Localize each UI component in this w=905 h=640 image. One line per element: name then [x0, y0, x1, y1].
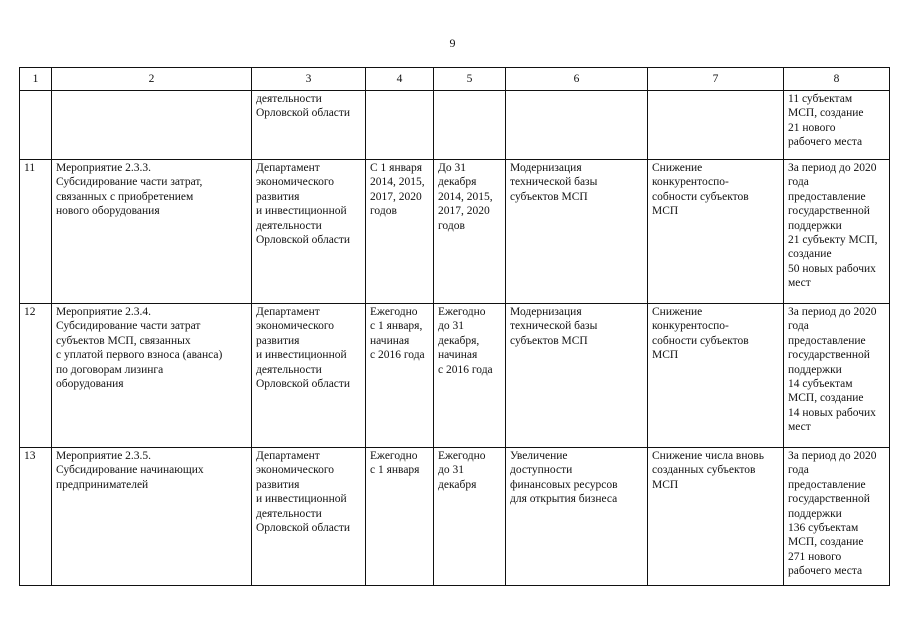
responsible-executor: Департамент экономического развития и инвестиционной деятельности Орловской области	[252, 304, 366, 448]
indicator: За период до 2020 года предоставление государственной поддержки 136 субъектам МСП, создание 271 нового рабочего места	[784, 448, 890, 586]
header-cell-2: 2	[52, 68, 252, 91]
start-date: Ежегодно с 1 января, начиная с 2016 года	[366, 304, 434, 448]
header-cell-7: 7	[648, 68, 784, 91]
end-date: Ежегодно до 31 декабря	[434, 448, 506, 586]
expected-result	[506, 91, 648, 160]
indicator: 11 субъектам МСП, создание 21 нового рабочего места	[784, 91, 890, 160]
responsible-executor: Департамент экономического развития и инвестиционной деятельности Орловской области	[252, 160, 366, 304]
end-date: До 31 декабря 2014, 2015, 2017, 2020 годов	[434, 160, 506, 304]
end-date	[434, 91, 506, 160]
consequences	[648, 91, 784, 160]
start-date: С 1 января 2014, 2015, 2017, 2020 годов	[366, 160, 434, 304]
measures-table	[19, 67, 890, 586]
table-row	[20, 304, 890, 448]
header-cell-4: 4	[366, 68, 434, 91]
header-cell-1: 1	[20, 68, 52, 91]
measure-name: Мероприятие 2.3.4. Субсидирование части затрат субъектов МСП, связанных с уплатой первого взноса (аванса) по договорам лизинга оборудования	[52, 304, 252, 448]
header-cell-5: 5	[434, 68, 506, 91]
indicator: За период до 2020 года предоставление государственной поддержки 21 субъекту МСП, создание 50 новых рабочих мест	[784, 160, 890, 304]
consequences: Снижение конкурентоспо- собности субъектов МСП	[648, 160, 784, 304]
table-row	[20, 160, 890, 304]
row-number: 11	[20, 160, 52, 304]
consequences: Снижение числа вновь созданных субъектов МСП	[648, 448, 784, 586]
table-row	[20, 448, 890, 586]
expected-result: Увеличение доступности финансовых ресурсов для открытия бизнеса	[506, 448, 648, 586]
start-date	[366, 91, 434, 160]
row-number: 12	[20, 304, 52, 448]
responsible-executor: Департамент экономического развития и инвестиционной деятельности Орловской области	[252, 448, 366, 586]
consequences: Снижение конкурентоспо- собности субъектов МСП	[648, 304, 784, 448]
table-row	[20, 91, 890, 160]
header-cell-3: 3	[252, 68, 366, 91]
row-number: 13	[20, 448, 52, 586]
header-row	[20, 68, 890, 91]
indicator: За период до 2020 года предоставление государственной поддержки 14 субъектам МСП, создание 14 новых рабочих мест	[784, 304, 890, 448]
responsible-executor: деятельности Орловской области	[252, 91, 366, 160]
row-number	[20, 91, 52, 160]
measure-name: Мероприятие 2.3.3. Субсидирование части затрат, связанных с приобретением нового оборудования	[52, 160, 252, 304]
header-cell-8: 8	[784, 68, 890, 91]
end-date: Ежегодно до 31 декабря, начиная с 2016 года	[434, 304, 506, 448]
expected-result: Модернизация технической базы субъектов МСП	[506, 160, 648, 304]
start-date: Ежегодно с 1 января	[366, 448, 434, 586]
measure-name	[52, 91, 252, 160]
measure-name: Мероприятие 2.3.5. Субсидирование начинающих предпринимателей	[52, 448, 252, 586]
expected-result: Модернизация технической базы субъектов МСП	[506, 304, 648, 448]
header-cell-6: 6	[506, 68, 648, 91]
page-number: 9	[449, 36, 456, 50]
